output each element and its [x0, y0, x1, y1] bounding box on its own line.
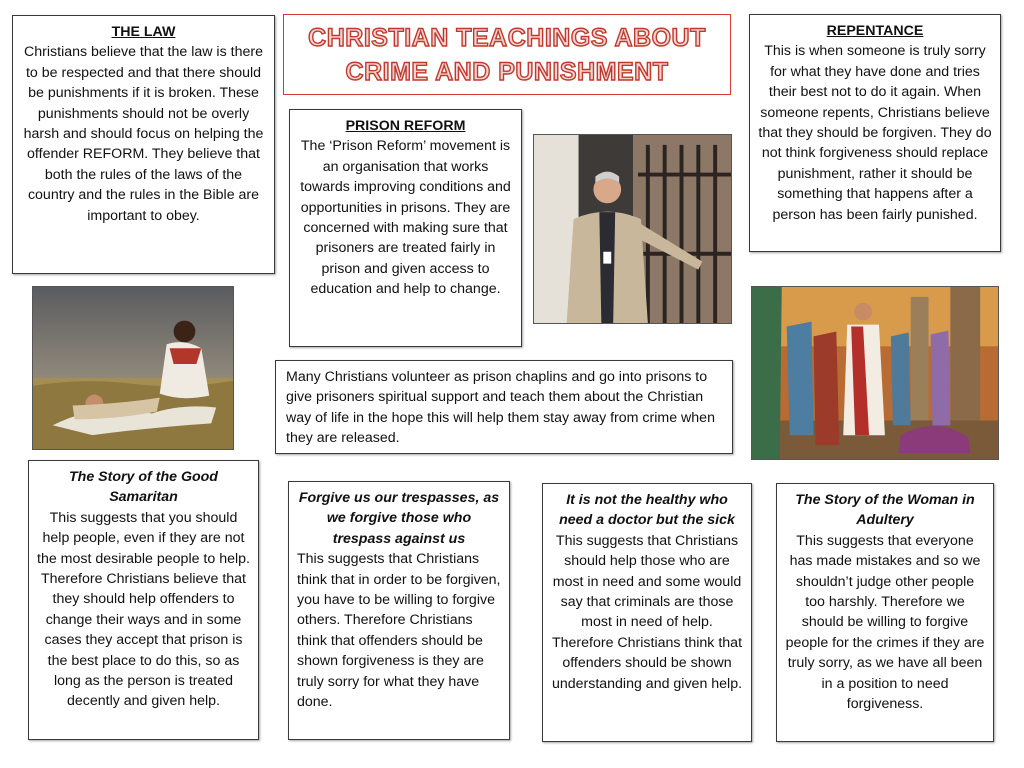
the-law-box: [12, 15, 275, 274]
title-line-1: CHRISTIAN TEACHINGS ABOUT: [308, 23, 706, 52]
healthy-doctor-heading: It is not the healthy who need a doctor but the sick: [559, 492, 735, 529]
repentance-heading: REPENTANCE: [826, 23, 924, 39]
healthy-doctor-text: This suggests that Christians should help those who are most in need and some would say that criminals are those most in need of help. Therefore Christians think that offenders should be shown understanding and given help.: [551, 532, 743, 692]
prison-chaplains-text: Many Christians volunteer as prison chaplins and go into prisons to give prisoners spiritual support and teach them about the Christian way of life in the hope this will help them stay away from crime when they are released.: [286, 369, 715, 447]
woman-adultery-box: [776, 483, 994, 742]
the-law-heading: THE LAW: [111, 24, 176, 40]
prison-reform-box: [289, 109, 522, 347]
the-law-text: Christians believe that the law is there to be respected and that there should be punishments if it is broken. These punishments should not be overly harsh and should focus on helping the offender REFORM. They believe that both the rules of the laws of the country and the rules in the Bible are important to obey.: [23, 44, 264, 224]
forgive-trespasses-box: [288, 481, 510, 740]
forgive-trespasses-text: This suggests that Christians think that in order to be forgiven, you have to be willing to forgive others. Therefore Christians think that offenders should be shown forgiveness is they are truly sorry for what they have done.: [297, 551, 501, 711]
forgive-trespasses-heading: Forgive us our trespasses, as we forgive those who trespass against us: [298, 490, 500, 547]
woman-in-adultery-image: [751, 286, 999, 460]
title-line-2: CRIME AND PUNISHMENT: [345, 57, 669, 86]
good-samaritan-box: [28, 460, 259, 740]
healthy-doctor-box: [542, 483, 752, 742]
woman-adultery-text: This suggests that everyone has made mistakes and so we shouldn’t judge other people too harshly. Therefore we should be willing to forgive people for the crimes if they are truly sorry, as we have all been in a position to need forgiveness.: [785, 532, 985, 713]
repentance-box: [749, 14, 1001, 252]
prison-reform-heading: PRISON REFORM: [345, 118, 466, 134]
woman-adultery-heading: The Story of the Woman in Adultery: [795, 492, 975, 529]
prison-chaplains-box: [275, 360, 733, 454]
prison-chaplain-photo: [533, 134, 732, 324]
page-title: [283, 14, 731, 95]
good-samaritan-heading: The Story of the Good Samaritan: [69, 469, 218, 506]
repentance-text: This is when someone is truly sorry for what they have done and tries their best not to do it again. When someone repents, Christians believe that they should be forgiven. They do not think forgiveness should replace punishment, rather it should be something that happens after a person has been fairly punished.: [758, 43, 992, 223]
prison-reform-text: The ‘Prison Reform’ movement is an organisation that works towards improving conditions and opportunities in prisons. They are concerned with making sure that prisoners are treated fairly in prison and given access to education and help to change.: [300, 138, 511, 298]
good-samaritan-text: This suggests that you should help people, even if they are not the most desirable people to help. Therefore Christians believe that they should help offenders to change their ways and in some cases they accept that prison is the best place to do this, so as long as the person is treated decently and given help.: [37, 509, 250, 710]
good-samaritan-image: [32, 286, 234, 450]
